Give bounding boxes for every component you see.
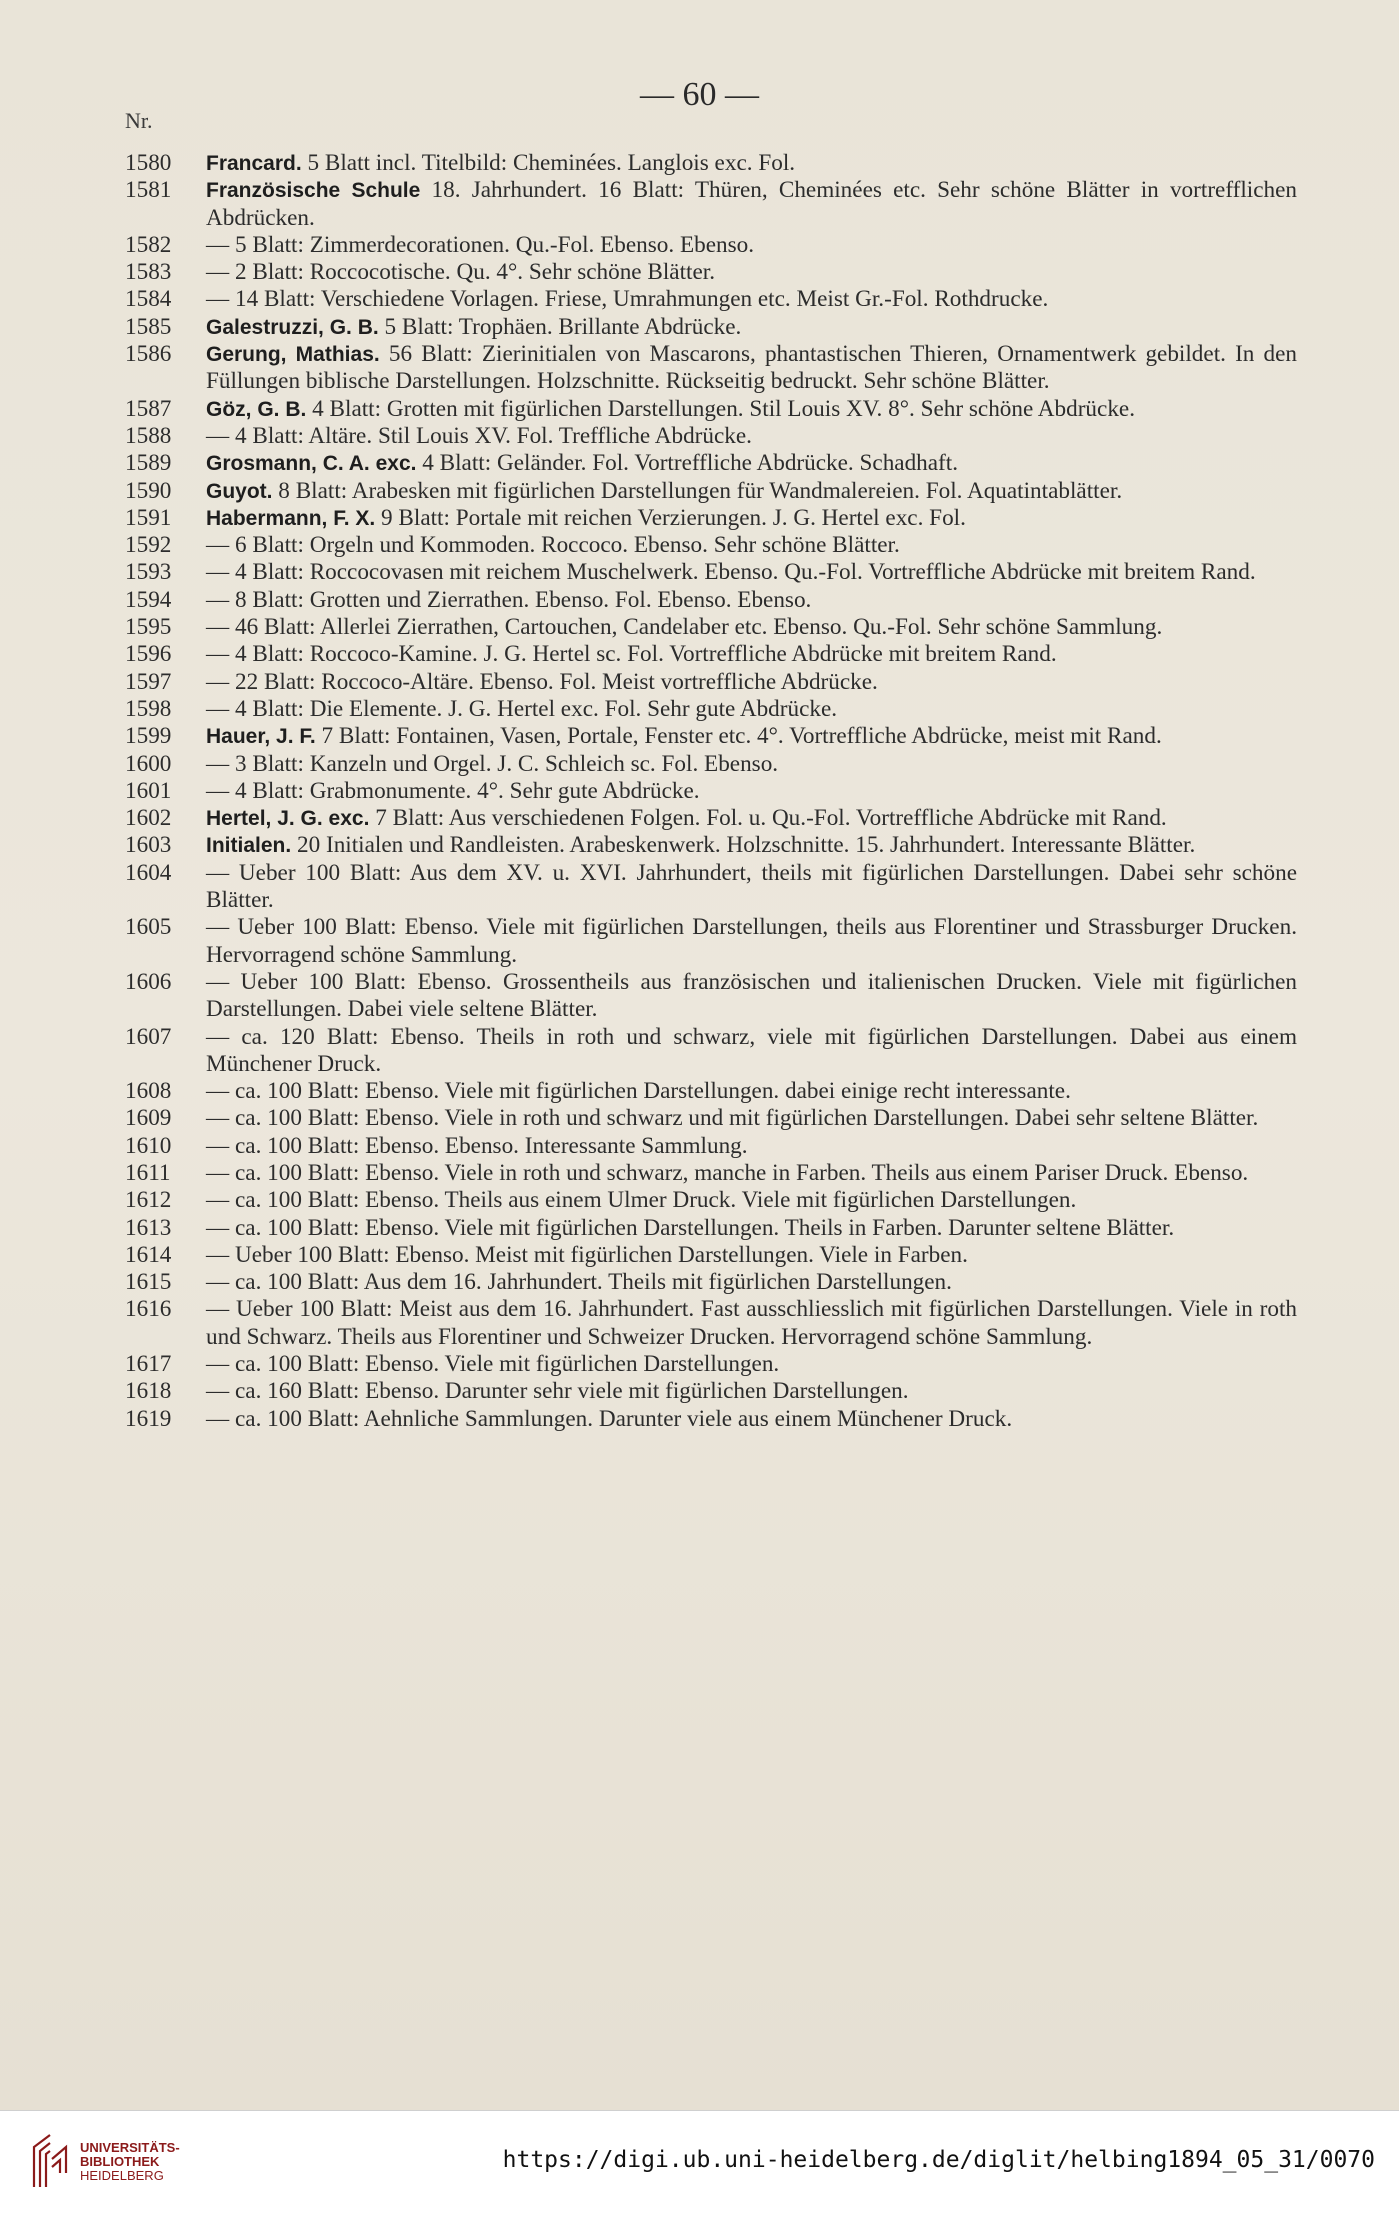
entry-body bbox=[206, 641, 1297, 668]
entry-body bbox=[206, 150, 1297, 177]
entry-text: — 6 Blatt: Orgeln und Kommoden. Roccoco. Ebenso. Sehr schöne Blätter. bbox=[206, 532, 900, 559]
catalog-entry bbox=[125, 1269, 1297, 1296]
entry-text: 7 Blatt: Aus verschiedenen Folgen. Fol. u. Qu.-Fol. Vortreffliche Abdrücke mit Rand. bbox=[375, 805, 1167, 832]
entry-body bbox=[206, 232, 1297, 259]
catalog-entry bbox=[125, 969, 1297, 1024]
entry-body bbox=[206, 259, 1297, 286]
library-logo-text bbox=[80, 2141, 180, 2183]
catalog-entry bbox=[125, 614, 1297, 641]
catalog-entry bbox=[125, 696, 1297, 723]
entry-title: Grosmann, C. A. exc. bbox=[206, 452, 417, 476]
entry-number: 1604 bbox=[125, 859, 172, 886]
catalog-entry bbox=[125, 1296, 1297, 1351]
catalog-entry bbox=[125, 259, 1297, 286]
catalog-entry bbox=[125, 1378, 1297, 1405]
entry-body bbox=[206, 1242, 1297, 1269]
entry-number: 1584 bbox=[125, 286, 172, 313]
entry-title: Galestruzzi, G. B. bbox=[206, 315, 379, 339]
entry-number: 1615 bbox=[125, 1269, 172, 1296]
catalog-entry bbox=[125, 559, 1297, 586]
catalog-entry bbox=[125, 450, 1297, 477]
catalog-entry bbox=[125, 1105, 1297, 1132]
entry-number: 1588 bbox=[125, 422, 172, 449]
entry-body bbox=[206, 614, 1297, 641]
entry-number: 1611 bbox=[125, 1159, 171, 1186]
catalog-entry bbox=[125, 532, 1297, 559]
entry-body bbox=[206, 587, 1297, 614]
catalog-entry bbox=[125, 478, 1297, 505]
entry-text: 18. Jahrhundert. 16 Blatt: Thüren, Cheminées etc. Sehr schöne Blätter in vortrefflichen Abdrücken. bbox=[206, 177, 1298, 231]
entry-number: 1612 bbox=[125, 1187, 172, 1214]
entry-text: — 8 Blatt: Grotten und Zierrathen. Ebenso. Fol. Ebenso. Ebenso. bbox=[206, 586, 812, 613]
entry-text: 20 Initialen und Randleisten. Arabeskenwerk. Holzschnitte. 15. Jahrhundert. Interessante Blätter. bbox=[296, 832, 1196, 859]
entry-body bbox=[206, 450, 1297, 477]
nr-column-label: Nr. bbox=[125, 108, 153, 133]
entry-body bbox=[206, 1105, 1297, 1132]
entry-text: 56 Blatt: Zierinitialen von Mascarons, phantastischen Thieren, Ornamentwerk gebildet. In den Füllungen biblische Darstellungen. Holzschnitte. Rückseitig bedruckt. Sehr schöne Blätter. bbox=[206, 341, 1298, 395]
entry-text: — ca. 100 Blatt: Ebenso. Viele in roth und schwarz und mit figürlichen Darstellungen. Dabei sehr seltene Blätter. bbox=[206, 1105, 1259, 1132]
catalog-entry bbox=[125, 286, 1297, 313]
catalog-entry bbox=[125, 1024, 1297, 1079]
entry-number: 1607 bbox=[125, 1023, 172, 1050]
entry-body bbox=[206, 559, 1297, 586]
entry-text: — ca. 160 Blatt: Ebenso. Darunter sehr viele mit figürlichen Darstellungen. bbox=[206, 1378, 909, 1405]
entry-text: — ca. 100 Blatt: Ebenso. Viele mit figürlichen Darstellungen. bbox=[206, 1351, 780, 1378]
entry-number: 1613 bbox=[125, 1214, 172, 1241]
catalog-entries bbox=[125, 150, 1297, 1433]
catalog-entry bbox=[125, 1078, 1297, 1105]
entry-body bbox=[206, 860, 1297, 915]
entry-text: — 4 Blatt: Roccocovasen mit reichem Muschelwerk. Ebenso. Qu.-Fol. Vortreffliche Abdrücke mit breitem Rand. bbox=[206, 559, 1256, 586]
entry-number: 1599 bbox=[125, 723, 172, 750]
entry-body bbox=[206, 1351, 1297, 1378]
catalog-entry bbox=[125, 1215, 1297, 1242]
entry-number: 1600 bbox=[125, 750, 172, 777]
entry-body bbox=[206, 751, 1297, 778]
entry-body bbox=[206, 778, 1297, 805]
catalog-entry bbox=[125, 232, 1297, 259]
entry-number: 1591 bbox=[125, 504, 172, 531]
catalog-entry bbox=[125, 914, 1297, 969]
entry-body bbox=[206, 1187, 1297, 1214]
entry-text: — ca. 100 Blatt: Ebenso. Ebenso. Interessante Sammlung. bbox=[206, 1132, 748, 1159]
entry-text: 4 Blatt: Grotten mit figürlichen Darstellungen. Stil Louis XV. 8°. Sehr schöne Abdrücke. bbox=[312, 395, 1136, 422]
entry-text: — 46 Blatt: Allerlei Zierrathen, Cartouchen, Candelaber etc. Ebenso. Qu.-Fol. Sehr schöne Sammlung. bbox=[206, 614, 1163, 641]
entry-body bbox=[206, 423, 1297, 450]
entry-body bbox=[206, 1269, 1297, 1296]
catalog-entry bbox=[125, 1160, 1297, 1187]
entry-number: 1616 bbox=[125, 1296, 172, 1323]
entry-text: — ca. 100 Blatt: Aus dem 16. Jahrhundert. Theils mit figürlichen Darstellungen. bbox=[206, 1269, 952, 1296]
logo-line-1: UNIVERSITÄTS- bbox=[80, 2140, 180, 2155]
entry-title: Habermann, F. X. bbox=[206, 506, 376, 530]
entry-body bbox=[206, 505, 1297, 532]
entry-text: — 4 Blatt: Die Elemente. J. G. Hertel exc. Fol. Sehr gute Abdrücke. bbox=[206, 695, 838, 722]
entry-text: — 4 Blatt: Roccoco-Kamine. J. G. Hertel sc. Fol. Vortreffliche Abdrücke mit breitem Rand. bbox=[206, 641, 1057, 668]
entry-body bbox=[206, 177, 1297, 232]
entry-number: 1601 bbox=[125, 777, 172, 804]
entry-text: — ca. 120 Blatt: Ebenso. Theils in roth und schwarz, viele mit figürlichen Darstellungen. Dabei aus einem Münchener Druck. bbox=[206, 1023, 1297, 1077]
entry-number: 1598 bbox=[125, 695, 172, 722]
entry-body bbox=[206, 723, 1297, 750]
library-logo-icon bbox=[30, 2133, 70, 2189]
entry-body bbox=[206, 914, 1297, 969]
entry-body bbox=[206, 1406, 1297, 1433]
entry-number: 1602 bbox=[125, 805, 172, 832]
catalog-entry bbox=[125, 751, 1297, 778]
entry-text: — 14 Blatt: Verschiedene Vorlagen. Friese, Umrahmungen etc. Meist Gr.-Fol. Rothdrucke. bbox=[206, 286, 1049, 313]
entry-number: 1608 bbox=[125, 1078, 172, 1105]
catalog-entry bbox=[125, 1351, 1297, 1378]
catalog-entry bbox=[125, 341, 1297, 396]
logo-line-2: BIBLIOTHEK bbox=[80, 2154, 160, 2169]
entry-number: 1619 bbox=[125, 1405, 172, 1432]
entry-text: — Ueber 100 Blatt: Ebenso. Grossentheils aus französischen und italienischen Drucken. Viele mit figürlichen Darstellungen. Dabei viele seltene Blätter. bbox=[206, 968, 1297, 1023]
entry-text: — 3 Blatt: Kanzeln und Orgel. J. C. Schleich sc. Fol. Ebenso. bbox=[206, 750, 779, 777]
entry-number: 1618 bbox=[125, 1378, 172, 1405]
catalog-entry bbox=[125, 805, 1297, 832]
entry-number: 1580 bbox=[125, 150, 172, 176]
entry-body bbox=[206, 669, 1297, 696]
entry-body bbox=[206, 696, 1297, 723]
entry-number: 1603 bbox=[125, 832, 172, 859]
entry-body bbox=[206, 1378, 1297, 1405]
catalog-entry bbox=[125, 1133, 1297, 1160]
entry-text: 5 Blatt incl. Titelbild: Cheminées. Langlois exc. Fol. bbox=[307, 150, 796, 176]
page-number: — 60 — bbox=[640, 76, 759, 113]
entry-text: — Ueber 100 Blatt: Aus dem XV. u. XVI. Jahrhundert, theils mit figürlichen Darstellungen. Dabei sehr schöne Blätter. bbox=[206, 859, 1297, 914]
catalog-entry bbox=[125, 1406, 1297, 1433]
entry-text: — Ueber 100 Blatt: Ebenso. Meist mit figürlichen Darstellungen. Viele in Farben. bbox=[206, 1241, 968, 1268]
logo-line-3: HEIDELBERG bbox=[80, 2168, 164, 2183]
entry-number: 1610 bbox=[125, 1132, 172, 1159]
entry-number: 1592 bbox=[125, 532, 172, 559]
entry-number: 1585 bbox=[125, 313, 172, 340]
entry-number: 1582 bbox=[125, 231, 172, 258]
entry-body bbox=[206, 314, 1297, 341]
entry-text: — ca. 100 Blatt: Ebenso. Theils aus einem Ulmer Druck. Viele mit figürlichen Darstellungen. bbox=[206, 1187, 1077, 1214]
entry-number: 1594 bbox=[125, 586, 172, 613]
catalog-entry bbox=[125, 396, 1297, 423]
entry-number: 1605 bbox=[125, 914, 172, 941]
entry-body bbox=[206, 286, 1297, 313]
entry-title: Guyot. bbox=[206, 479, 273, 503]
entry-body bbox=[206, 1024, 1297, 1079]
entry-number: 1593 bbox=[125, 559, 172, 586]
catalog-entry bbox=[125, 832, 1297, 859]
entry-text: — 2 Blatt: Roccocotische. Qu. 4°. Sehr schöne Blätter. bbox=[206, 259, 715, 286]
entry-number: 1589 bbox=[125, 450, 172, 477]
entry-text: — ca. 100 Blatt: Ebenso. Viele mit figürlichen Darstellungen. dabei einige recht interessante. bbox=[206, 1078, 1071, 1105]
entry-number: 1581 bbox=[125, 177, 172, 204]
entry-number: 1609 bbox=[125, 1105, 172, 1132]
entry-text: 4 Blatt: Geländer. Fol. Vortreffliche Abdrücke. Schadhaft. bbox=[422, 450, 959, 477]
entry-number: 1583 bbox=[125, 259, 172, 286]
entry-body bbox=[206, 1296, 1297, 1351]
entry-number: 1586 bbox=[125, 341, 172, 368]
entry-number: 1587 bbox=[125, 395, 172, 422]
entry-text: — ca. 100 Blatt: Ebenso. Viele mit figürlichen Darstellungen. Theils in Farben. Darunter seltene Blätter. bbox=[206, 1214, 1175, 1241]
entry-body bbox=[206, 832, 1297, 859]
entry-title: Hauer, J. F. bbox=[206, 725, 316, 749]
catalog-entry bbox=[125, 1242, 1297, 1269]
entry-body bbox=[206, 1160, 1297, 1187]
entry-body bbox=[206, 532, 1297, 559]
catalog-entry bbox=[125, 1187, 1297, 1214]
catalog-entry bbox=[125, 669, 1297, 696]
entry-text: 5 Blatt: Trophäen. Brillante Abdrücke. bbox=[384, 313, 742, 340]
entry-body bbox=[206, 396, 1297, 423]
entry-body bbox=[206, 805, 1297, 832]
entry-number: 1606 bbox=[125, 968, 172, 995]
footer-bar bbox=[0, 2110, 1399, 2213]
entry-text: — 4 Blatt: Grabmonumente. 4°. Sehr gute Abdrücke. bbox=[206, 777, 700, 804]
catalog-entry bbox=[125, 587, 1297, 614]
entry-number: 1590 bbox=[125, 477, 172, 504]
entry-body bbox=[206, 1215, 1297, 1242]
catalog-entry bbox=[125, 778, 1297, 805]
entry-body bbox=[206, 341, 1297, 396]
entry-text: — Ueber 100 Blatt: Ebenso. Viele mit figürlichen Darstellungen, theils aus Florentiner und Strassburger Drucken. Hervorragend schöne Sammlung. bbox=[206, 914, 1297, 968]
entry-number: 1596 bbox=[125, 641, 172, 668]
catalog-entry bbox=[125, 723, 1297, 750]
entry-text: — Ueber 100 Blatt: Meist aus dem 16. Jahrhundert. Fast ausschliesslich mit figürlichen Darstellungen. Viele in roth und Schwarz. Theils aus Florentiner und Schweizer Drucken. Hervorragend schöne Sammlung. bbox=[206, 1296, 1297, 1350]
entry-text: — ca. 100 Blatt: Ebenso. Viele in roth und schwarz, manche in Farben. Theils aus einem Pariser Druck. Ebenso. bbox=[206, 1159, 1249, 1186]
entry-title: Göz, G. B. bbox=[206, 397, 307, 421]
entry-text: — 4 Blatt: Altäre. Stil Louis XV. Fol. Treffliche Abdrücke. bbox=[206, 422, 752, 449]
entry-title: Gerung, Mathias. bbox=[206, 343, 380, 367]
entry-number: 1614 bbox=[125, 1241, 172, 1268]
catalog-entry bbox=[125, 641, 1297, 668]
entry-text: — 5 Blatt: Zimmerdecorationen. Qu.-Fol. Ebenso. Ebenso. bbox=[206, 231, 755, 258]
entry-title: Hertel, J. G. exc. bbox=[206, 807, 370, 831]
entry-text: 7 Blatt: Fontainen, Vasen, Portale, Fenster etc. 4°. Vortreffliche Abdrücke, meist mit Rand. bbox=[321, 723, 1162, 750]
entry-body bbox=[206, 1078, 1297, 1105]
entry-text: — 22 Blatt: Roccoco-Altäre. Ebenso. Fol. Meist vortreffliche Abdrücke. bbox=[206, 668, 878, 695]
catalog-entry bbox=[125, 505, 1297, 532]
entry-number: 1597 bbox=[125, 668, 172, 695]
catalog-entry bbox=[125, 150, 1297, 177]
catalog-entry bbox=[125, 177, 1297, 232]
catalog-entry bbox=[125, 860, 1297, 915]
entry-number: 1595 bbox=[125, 614, 172, 641]
entry-text: 9 Blatt: Portale mit reichen Verzierungen. J. G. Hertel exc. Fol. bbox=[381, 504, 966, 531]
entry-body bbox=[206, 969, 1297, 1024]
entry-body bbox=[206, 478, 1297, 505]
catalog-entry bbox=[125, 314, 1297, 341]
entry-title: Initialen. bbox=[206, 834, 292, 858]
source-url-link[interactable]: https://digi.ub.uni-heidelberg.de/diglit/helbing1894_05_31/0070 bbox=[502, 2147, 1375, 2173]
entry-text: — ca. 100 Blatt: Aehnliche Sammlungen. Darunter viele aus einem Münchener Druck. bbox=[206, 1405, 1013, 1432]
entry-text: 8 Blatt: Arabesken mit figürlichen Darstellungen für Wandmalereien. Fol. Aquatintablätter. bbox=[278, 477, 1123, 504]
entry-body bbox=[206, 1133, 1297, 1160]
catalog-entry bbox=[125, 423, 1297, 450]
entry-title: Französische Schule bbox=[206, 179, 421, 203]
entry-title: Francard. bbox=[206, 152, 302, 175]
entry-number: 1617 bbox=[125, 1351, 172, 1378]
